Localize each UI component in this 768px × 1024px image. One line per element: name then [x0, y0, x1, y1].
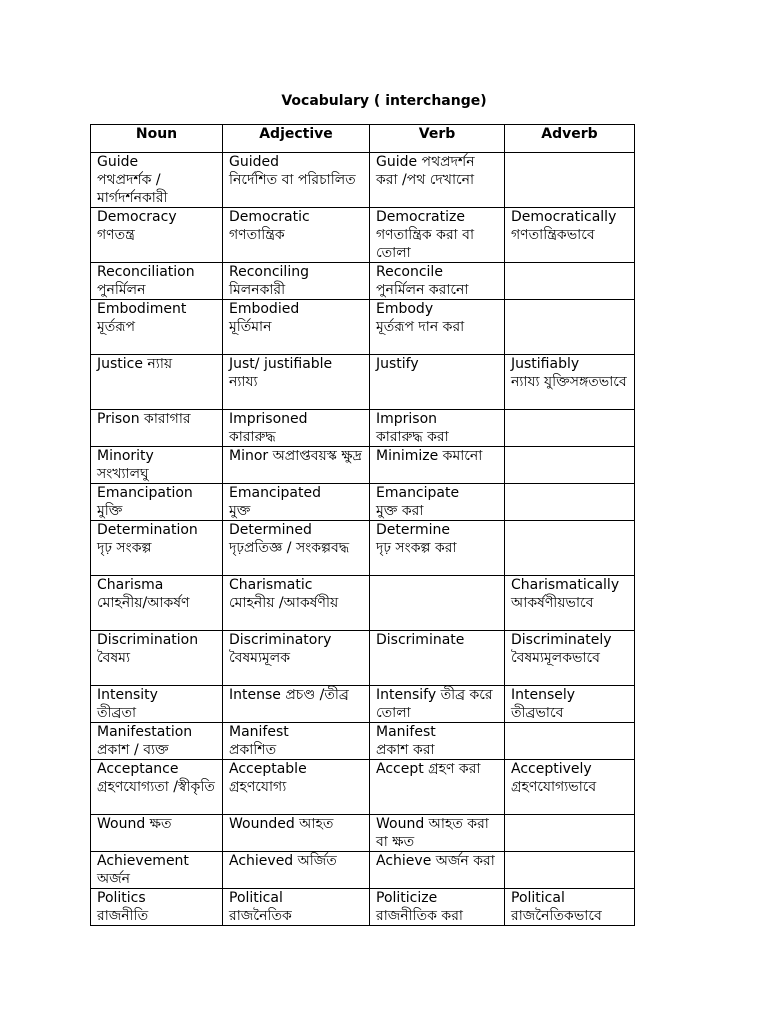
table-row: [91, 355, 635, 410]
cell-adjective: [223, 153, 370, 208]
adjective-word: Just/ justifiable: [229, 356, 333, 372]
verb-word: Democratize: [376, 209, 465, 225]
noun-word: Manifestation: [97, 724, 193, 740]
cell-adverb: [505, 631, 635, 686]
adverb-gloss: গণতান্ত্রিকভাবে: [511, 227, 595, 243]
adjective-word: Reconciling: [229, 264, 309, 280]
noun-gloss: রাজনীতি: [97, 908, 149, 924]
adjective-word: Determined: [229, 522, 312, 538]
cell-verb: [370, 723, 505, 760]
noun-gloss: মুক্তি: [97, 503, 123, 519]
adjective-word: Imprisoned: [229, 411, 308, 427]
adverb-word: Justifiably: [511, 356, 580, 372]
cell-adverb: [505, 208, 635, 263]
adjective-gloss: বৈষম্যমূলক: [229, 650, 291, 666]
adjective-gloss: মুক্ত: [229, 503, 251, 519]
cell-adverb: [505, 521, 635, 576]
adjective-gloss: Minor অপ্রাপ্তবয়স্ক ক্ষুদ্র: [229, 448, 362, 464]
cell-adverb: [505, 300, 635, 355]
table-row: [91, 484, 635, 521]
cell-verb: [370, 484, 505, 521]
cell-adverb: [505, 723, 635, 760]
cell-adjective: [223, 889, 370, 926]
cell-noun: [91, 723, 223, 760]
verb-word: Embody: [376, 301, 434, 317]
verb-gloss: Accept গ্রহণ করা: [376, 761, 481, 777]
adjective-word: Charismatic: [229, 577, 313, 593]
table-row: [91, 852, 635, 889]
adjective-gloss: মূর্তিমান: [229, 319, 272, 335]
cell-verb: [370, 852, 505, 889]
adjective-gloss: রাজনৈতিক: [229, 908, 292, 924]
cell-noun: [91, 889, 223, 926]
adverb-word: Political: [511, 890, 565, 906]
adverb-word: Charismatically: [511, 577, 620, 593]
verb-word: Manifest: [376, 724, 436, 740]
cell-noun: [91, 410, 223, 447]
adjective-gloss: প্রকাশিত: [229, 742, 277, 758]
cell-adverb: [505, 410, 635, 447]
document-title: Vocabulary ( interchange): [281, 93, 487, 109]
adjective-gloss: গণতান্ত্রিক: [229, 227, 285, 243]
verb-word: Justify: [376, 356, 419, 372]
table-row: [91, 686, 635, 723]
adjective-word: Acceptable: [229, 761, 307, 777]
cell-noun: [91, 686, 223, 723]
adverb-gloss: আকর্ষণীয়ভাবে: [511, 595, 594, 611]
cell-noun: [91, 447, 223, 484]
table-row: [91, 208, 635, 263]
adverb-gloss: তীব্রভাবে: [511, 705, 564, 721]
cell-adverb: [505, 852, 635, 889]
noun-word: Intensity: [97, 687, 158, 703]
cell-verb: [370, 263, 505, 300]
noun-gloss: সংখ্যালঘু: [97, 466, 149, 482]
table-row: [91, 300, 635, 355]
cell-adverb: [505, 686, 635, 723]
noun-word: Achievement: [97, 853, 189, 869]
cell-noun: [91, 484, 223, 521]
table-row: [91, 815, 635, 852]
adjective-gloss: Wounded আহত: [229, 816, 334, 832]
cell-noun: [91, 815, 223, 852]
cell-noun: [91, 208, 223, 263]
verb-word: Imprison: [376, 411, 438, 427]
cell-verb: [370, 889, 505, 926]
verb-gloss: পুনর্মিলন করানো: [376, 282, 469, 298]
cell-adjective: [223, 208, 370, 263]
cell-adverb: [505, 484, 635, 521]
cell-adverb: [505, 263, 635, 300]
cell-verb: [370, 815, 505, 852]
cell-adjective: [223, 300, 370, 355]
noun-gloss: Justice ন্যায়: [97, 356, 173, 372]
adverb-word: Discriminately: [511, 632, 612, 648]
adjective-gloss: দৃঢ়প্রতিজ্ঞ / সংকল্পবদ্ধ: [229, 540, 350, 556]
header-adjective: Adjective: [223, 125, 370, 153]
cell-adverb: [505, 355, 635, 410]
adjective-gloss: মিলনকারী: [229, 282, 286, 298]
cell-verb: [370, 208, 505, 263]
cell-noun: [91, 576, 223, 631]
verb-gloss: Guide পথপ্রদর্শন করা /পথ দেখানো: [376, 154, 475, 188]
table-row: [91, 889, 635, 926]
adverb-word: Acceptively: [511, 761, 592, 777]
cell-adjective: [223, 852, 370, 889]
noun-gloss: মূর্তরূপ: [97, 319, 135, 335]
adverb-gloss: গ্রহণযোগ্যভাবে: [511, 779, 597, 795]
noun-word: Charisma: [97, 577, 164, 593]
cell-adjective: [223, 263, 370, 300]
header-adverb: Adverb: [505, 125, 635, 153]
noun-gloss: পথপ্রদর্শক / মার্গদর্শনকারী: [97, 172, 168, 206]
noun-word: Determination: [97, 522, 198, 538]
cell-noun: [91, 631, 223, 686]
cell-adverb: [505, 815, 635, 852]
noun-gloss: গণতন্ত্র: [97, 227, 135, 243]
table-row: [91, 447, 635, 484]
cell-adjective: [223, 760, 370, 815]
noun-gloss: প্রকাশ / ব্যক্ত: [97, 742, 169, 758]
table-row: [91, 760, 635, 815]
cell-noun: [91, 760, 223, 815]
noun-word: Discrimination: [97, 632, 199, 648]
verb-word: Discriminate: [376, 632, 465, 648]
verb-gloss: Achieve অর্জন করা: [376, 853, 495, 869]
cell-adverb: [505, 576, 635, 631]
noun-gloss: বৈষম্য: [97, 650, 131, 666]
adverb-word: Democratically: [511, 209, 617, 225]
cell-noun: [91, 263, 223, 300]
adjective-gloss: নির্দেশিত বা পরিচালিত: [229, 172, 356, 188]
noun-word: Acceptance: [97, 761, 179, 777]
noun-word: Democracy: [97, 209, 177, 225]
verb-gloss: Wound আহত করা বা ক্ষত: [376, 816, 489, 850]
cell-adverb: [505, 760, 635, 815]
verb-gloss: কারারুদ্ধ করা: [376, 429, 449, 445]
verb-gloss: প্রকাশ করা: [376, 742, 435, 758]
adjective-gloss: কারারুদ্ধ: [229, 429, 276, 445]
adjective-gloss: গ্রহণযোগ্য: [229, 779, 287, 795]
verb-gloss: গণতান্ত্রিক করা বা তোলা: [376, 227, 475, 261]
verb-word: Reconcile: [376, 264, 443, 280]
cell-adjective: [223, 521, 370, 576]
adjective-word: Political: [229, 890, 283, 906]
cell-verb: [370, 760, 505, 815]
cell-verb: [370, 447, 505, 484]
noun-word: Politics: [97, 890, 146, 906]
cell-verb: [370, 686, 505, 723]
cell-verb: [370, 410, 505, 447]
verb-word: Determine: [376, 522, 451, 538]
table-row: [91, 631, 635, 686]
cell-adjective: [223, 686, 370, 723]
adjective-word: Guided: [229, 154, 279, 170]
adverb-gloss: ন্যায্য যুক্তিসঙ্গতভাবে: [511, 374, 627, 390]
noun-gloss: মোহনীয়/আকর্ষণ: [97, 595, 190, 611]
table-row: [91, 521, 635, 576]
cell-noun: [91, 153, 223, 208]
adjective-gloss: মোহনীয় /আকর্ষণীয়: [229, 595, 339, 611]
adjective-gloss: Achieved অর্জিত: [229, 853, 337, 869]
table-body: [91, 153, 635, 926]
cell-verb: [370, 355, 505, 410]
cell-adverb: [505, 447, 635, 484]
verb-word: Emancipate: [376, 485, 460, 501]
cell-verb: [370, 576, 505, 631]
cell-adjective: [223, 447, 370, 484]
adverb-gloss: রাজনৈতিকভাবে: [511, 908, 602, 924]
cell-adjective: [223, 484, 370, 521]
adjective-word: Democratic: [229, 209, 310, 225]
verb-gloss: মূর্তরূপ দান করা: [376, 319, 465, 335]
cell-adjective: [223, 815, 370, 852]
noun-gloss: Prison কারাগার: [97, 411, 191, 427]
noun-word: Embodiment: [97, 301, 187, 317]
adjective-word: Discriminatory: [229, 632, 332, 648]
noun-word: Guide: [97, 154, 139, 170]
cell-verb: [370, 521, 505, 576]
noun-word: Minority: [97, 448, 154, 464]
table-row: [91, 263, 635, 300]
cell-noun: [91, 521, 223, 576]
noun-gloss: পুনর্মিলন: [97, 282, 146, 298]
cell-adjective: [223, 576, 370, 631]
noun-gloss: গ্রহণযোগ্যতা /স্বীকৃতি: [97, 779, 215, 795]
adjective-word: Embodied: [229, 301, 300, 317]
adjective-word: Emancipated: [229, 485, 321, 501]
cell-verb: [370, 300, 505, 355]
adjective-word: Manifest: [229, 724, 289, 740]
cell-verb: [370, 631, 505, 686]
cell-adverb: [505, 889, 635, 926]
verb-word: Politicize: [376, 890, 438, 906]
table-row: [91, 153, 635, 208]
adverb-gloss: বৈষম্যমূলকভাবে: [511, 650, 600, 666]
cell-adjective: [223, 631, 370, 686]
cell-noun: [91, 852, 223, 889]
adjective-gloss: Intense প্রচণ্ড /তীব্র: [229, 687, 349, 703]
adjective-gloss: ন্যায্য: [229, 374, 258, 390]
header-verb: Verb: [370, 125, 505, 153]
noun-gloss: দৃঢ় সংকল্প: [97, 540, 152, 556]
cell-adjective: [223, 410, 370, 447]
cell-noun: [91, 300, 223, 355]
verb-gloss: দৃঢ় সংকল্প করা: [376, 540, 457, 556]
verb-gloss: রাজনীতিক করা: [376, 908, 463, 924]
cell-adjective: [223, 355, 370, 410]
table-header: [91, 125, 635, 153]
noun-gloss: অর্জন: [97, 871, 131, 887]
verb-gloss: Minimize কমানো: [376, 448, 483, 464]
noun-gloss: Wound ক্ষত: [97, 816, 172, 832]
header-row: [91, 125, 635, 153]
cell-noun: [91, 355, 223, 410]
table-row: [91, 410, 635, 447]
adverb-word: Intensely: [511, 687, 576, 703]
table-row: [91, 576, 635, 631]
table-row: [91, 723, 635, 760]
verb-gloss: মুক্ত করা: [376, 503, 424, 519]
cell-adverb: [505, 153, 635, 208]
noun-word: Emancipation: [97, 485, 193, 501]
noun-word: Reconciliation: [97, 264, 195, 280]
cell-adjective: [223, 723, 370, 760]
noun-gloss: তীব্রতা: [97, 705, 137, 721]
cell-verb: [370, 153, 505, 208]
header-noun: Noun: [91, 125, 223, 153]
vocabulary-table: [90, 124, 635, 926]
verb-gloss: Intensify তীব্র করে তোলা: [376, 687, 493, 721]
